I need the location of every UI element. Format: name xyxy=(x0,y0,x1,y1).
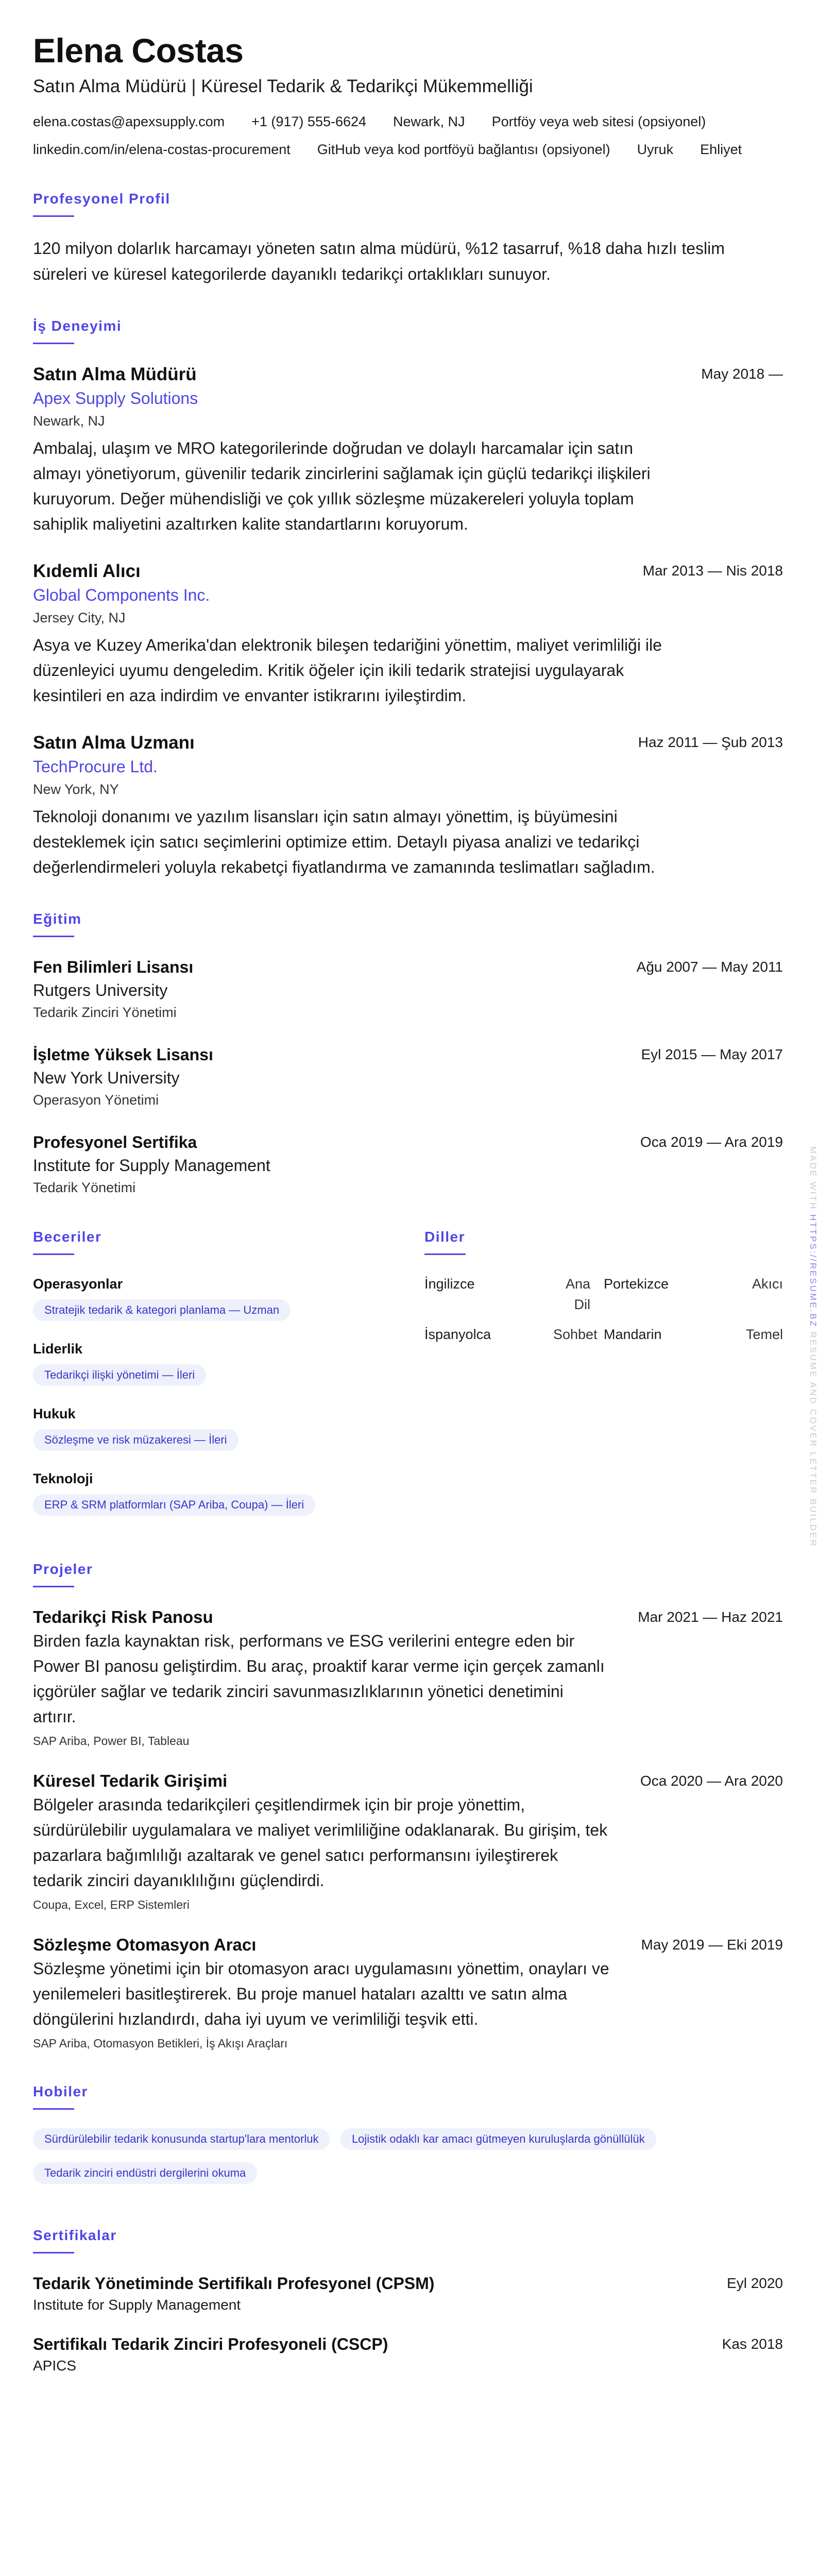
project-tech: SAP Ariba, Power BI, Tableau xyxy=(33,1734,190,1748)
degree-title: Fen Bilimleri Lisansı xyxy=(33,958,194,976)
study-field: Tedarik Zinciri Yönetimi xyxy=(33,1005,177,1020)
language-level: Ana Dil xyxy=(565,1276,590,1312)
skill-category: Hukuk xyxy=(33,1406,76,1421)
experience-entry xyxy=(33,560,783,708)
hobby-chip: Tedarik zinciri endüstri dergilerini okuma xyxy=(33,2162,257,2184)
job-location: Newark, NJ xyxy=(33,413,105,429)
degree-title: İşletme Yüksek Lisansı xyxy=(33,1045,213,1064)
job-date: May 2018 — xyxy=(701,366,783,382)
hobby-chip: Lojistik odaklı kar amacı gütmeyen kuruluşlarda gönüllülük xyxy=(340,2128,656,2150)
education-date: Oca 2019 — Ara 2019 xyxy=(640,1134,783,1150)
candidate-name: Elena Costas xyxy=(33,31,244,70)
education-entry xyxy=(33,1043,783,1110)
education-entry xyxy=(33,1131,783,1198)
section-divider xyxy=(33,215,74,217)
job-title: Satın Alma Uzmanı xyxy=(33,733,195,753)
project-date: May 2019 — Eki 2019 xyxy=(641,1937,783,1953)
certification-issuer: Institute for Supply Management xyxy=(33,2297,241,2313)
job-title: Satın Alma Müdürü xyxy=(33,364,197,384)
section-divider xyxy=(33,936,74,937)
contact-github[interactable]: GitHub veya kod portföyü bağlantısı (opsiyonel) xyxy=(317,142,610,157)
contact-location: Newark, NJ xyxy=(393,114,465,129)
branding-suffix: RESUME AND COVER LETTER BUILDER xyxy=(808,1331,818,1548)
school-name: New York University xyxy=(33,1069,180,1087)
certification-entry xyxy=(33,2333,783,2376)
contact-email[interactable]: elena.costas@apexsupply.com xyxy=(33,114,225,129)
skill-chip: Sözleşme ve risk müzakeresi — İleri xyxy=(33,1429,238,1451)
project-entry xyxy=(33,1770,783,1914)
languages-section xyxy=(424,1228,783,1530)
language-name: Portekizce xyxy=(604,1276,669,1292)
education-entry xyxy=(33,956,783,1023)
job-date: Mar 2013 — Nis 2018 xyxy=(642,563,783,579)
section-title: Hobiler xyxy=(33,2083,88,2099)
language-name: Mandarin xyxy=(604,1327,662,1342)
candidate-headline: Satın Alma Müdürü | Küresel Tedarik & Tedarikçi Mükemmelliği xyxy=(33,76,533,96)
hobby-chip: Sürdürülebilir tedarik konusunda startup'lara mentorluk xyxy=(33,2128,330,2150)
section-title: İş Deneyimi xyxy=(33,318,122,334)
branding-prefix: MADE WITH xyxy=(808,1146,818,1211)
project-tech: SAP Ariba, Otomasyon Betikleri, İş Akışı Araçları xyxy=(33,2037,288,2050)
certification-date: Eyl 2020 xyxy=(727,2275,783,2291)
job-date: Haz 2011 — Şub 2013 xyxy=(638,734,783,750)
school-name: Rutgers University xyxy=(33,981,168,999)
summary-text: 120 milyon dolarlık harcamayı yöneten satın alma müdürü, %12 tasarruf, %18 daha hızlı teslim süreleri ve küresel kategorilerde dayanıklı tedarikçi ortaklıkları sunuyor. xyxy=(33,239,725,283)
section-divider xyxy=(33,343,74,344)
experience-entry xyxy=(33,731,783,880)
skill-category: Operasyonlar xyxy=(33,1276,123,1292)
language-list xyxy=(424,1274,783,1345)
project-date: Oca 2020 — Ara 2020 xyxy=(640,1773,783,1789)
language-level: Akıcı xyxy=(752,1276,783,1292)
contact-license: Ehliyet xyxy=(700,142,742,157)
certification-date: Kas 2018 xyxy=(722,2336,783,2352)
certification-issuer: APICS xyxy=(33,2358,77,2374)
contact-phone[interactable]: +1 (917) 555-6624 xyxy=(251,114,367,129)
company-name: TechProcure Ltd. xyxy=(33,757,158,776)
project-description: Birden fazla kaynaktan risk, performans ve ESG verilerini entegre eden bir Power BI panosu geliştirdim. Bu araç, proaktif karar verme için gerçek zamanlı içgörüler sağlar ve tedarik zinciri savunmasızlıklarının yönetici denetimini artırır. xyxy=(33,1632,605,1726)
project-title: Tedarikçi Risk Panosu xyxy=(33,1607,213,1626)
section-title: Sertifikalar xyxy=(33,2227,117,2243)
project-tech: Coupa, Excel, ERP Sistemleri xyxy=(33,1898,190,1911)
section-title: Diller xyxy=(424,1229,466,1245)
education-section xyxy=(33,910,783,1198)
education-date: Ağu 2007 — May 2011 xyxy=(636,959,783,975)
branding-link[interactable]: HTTPS://RESUME.BZ xyxy=(808,1214,818,1328)
language-name: İngilizce xyxy=(424,1276,475,1292)
section-divider xyxy=(424,1253,466,1255)
study-field: Tedarik Yönetimi xyxy=(33,1180,136,1195)
skill-chip: Stratejik tedarik & kategori planlama — Uzman xyxy=(33,1299,291,1321)
project-entry xyxy=(33,1606,783,1750)
language-level: Temel xyxy=(745,1327,783,1342)
job-location: Jersey City, NJ xyxy=(33,610,126,625)
hobbies-section xyxy=(33,2082,783,2196)
project-title: Küresel Tedarik Girişimi xyxy=(33,1771,228,1790)
section-title: Beceriler xyxy=(33,1229,102,1245)
skills-section xyxy=(33,1228,424,1530)
section-divider xyxy=(33,2252,74,2253)
certification-name: Tedarik Yönetiminde Sertifikalı Profesyonel (CPSM) xyxy=(33,2274,435,2293)
certifications-section xyxy=(33,2226,783,2376)
project-entry xyxy=(33,1934,783,2053)
contact-portfolio[interactable]: Portföy veya web sitesi (opsiyonel) xyxy=(491,114,706,129)
study-field: Operasyon Yönetimi xyxy=(33,1092,159,1108)
degree-title: Profesyonel Sertifika xyxy=(33,1133,197,1151)
section-title: Eğitim xyxy=(33,911,82,927)
school-name: Institute for Supply Management xyxy=(33,1156,270,1175)
section-divider xyxy=(33,1253,74,1255)
certification-name: Sertifikalı Tedarik Zinciri Profesyoneli (CSCP) xyxy=(33,2335,388,2353)
skill-chip: Tedarikçi ilişki yönetimi — İleri xyxy=(33,1364,206,1386)
project-description: Sözleşme yönetimi için bir otomasyon aracı uygulamasını yönettim, onayları ve yenilemeleri basitleştirerek. Bu proje manuel hataları azalttı ve satın alma döngülerini hızlandırdı, daha iyi uyum ve verimliliği teşvik etti. xyxy=(33,1959,609,2028)
job-title: Kıdemli Alıcı xyxy=(33,561,141,581)
certification-entry xyxy=(33,2272,783,2315)
summary-section xyxy=(33,190,783,287)
projects-section xyxy=(33,1560,783,2053)
job-description: Teknoloji donanımı ve yazılım lisansları için satın almayı yönettim, iş büyümesini desteklemek için satıcı seçimlerini optimize ettim. Detaylı piyasa analizi ve tedarikçi değerlendirmeleri yoluyla rekabetçi fiyatlandırma ve zamanında teslimatları sağladım. xyxy=(33,807,655,876)
section-divider xyxy=(33,1586,74,1587)
skill-category: Liderlik xyxy=(33,1341,83,1357)
skill-chip: ERP & SRM platformları (SAP Ariba, Coupa) — İleri xyxy=(33,1494,315,1516)
section-title: Projeler xyxy=(33,1561,93,1577)
section-title: Profesyonel Profil xyxy=(33,191,171,207)
builder-branding xyxy=(797,1146,818,1579)
job-description: Asya ve Kuzey Amerika'dan elektronik bileşen tedariğini yönettim, maliyet verimliliği ile düzenleyici uyumu dengeledim. Kritik öğeler için ikili tedarik stratejisi uygulayarak kesintileri en aza indirdim ve envanter istikrarını iyileştirdim. xyxy=(33,636,662,705)
project-description: Bölgeler arasında tedarikçileri çeşitlendirmek için bir proje yönettim, sürdürülebilir uygulamalara ve maliyet verimliliğine odaklanarak. Bu girişim, tek pazarlara bağımlılığı azaltarak ve genel satıcı performansını iyileştirerek tedarik zinciri dayanıklılığını güçlendirdi. xyxy=(33,1795,608,1890)
skill-category: Teknoloji xyxy=(33,1471,93,1486)
experience-section xyxy=(33,317,783,880)
language-level: Sohbet xyxy=(553,1327,598,1342)
experience-entry xyxy=(33,363,783,537)
job-location: New York, NY xyxy=(33,782,119,797)
hobby-list xyxy=(33,2128,783,2196)
project-date: Mar 2021 — Haz 2021 xyxy=(638,1609,783,1625)
company-name: Global Components Inc. xyxy=(33,586,210,604)
language-name: İspanyolca xyxy=(424,1327,491,1342)
contact-linkedin[interactable]: linkedin.com/in/elena-costas-procurement xyxy=(33,142,291,157)
project-title: Sözleşme Otomasyon Aracı xyxy=(33,1935,257,1954)
job-description: Ambalaj, ulaşım ve MRO kategorilerinde doğrudan ve dolaylı harcamalar için satın almayı yönetiyorum, güvenilir tedarik zincirlerini sağlamak için güçlü tedarikçi ilişkileri kuruyorum. Değer mühendisliği ve çok yıllık sözleşme müzakereleri yoluyla toplam sahiplik maliyetini azaltırken kalite standartlarını koruyorum. xyxy=(33,439,651,533)
section-divider xyxy=(33,2108,74,2110)
contact-nationality: Uyruk xyxy=(637,142,674,157)
education-date: Eyl 2015 — May 2017 xyxy=(641,1046,783,1062)
skills-languages-row xyxy=(33,1228,783,1530)
resume-page xyxy=(33,31,783,2394)
company-name: Apex Supply Solutions xyxy=(33,389,198,408)
contact-list xyxy=(33,111,783,160)
